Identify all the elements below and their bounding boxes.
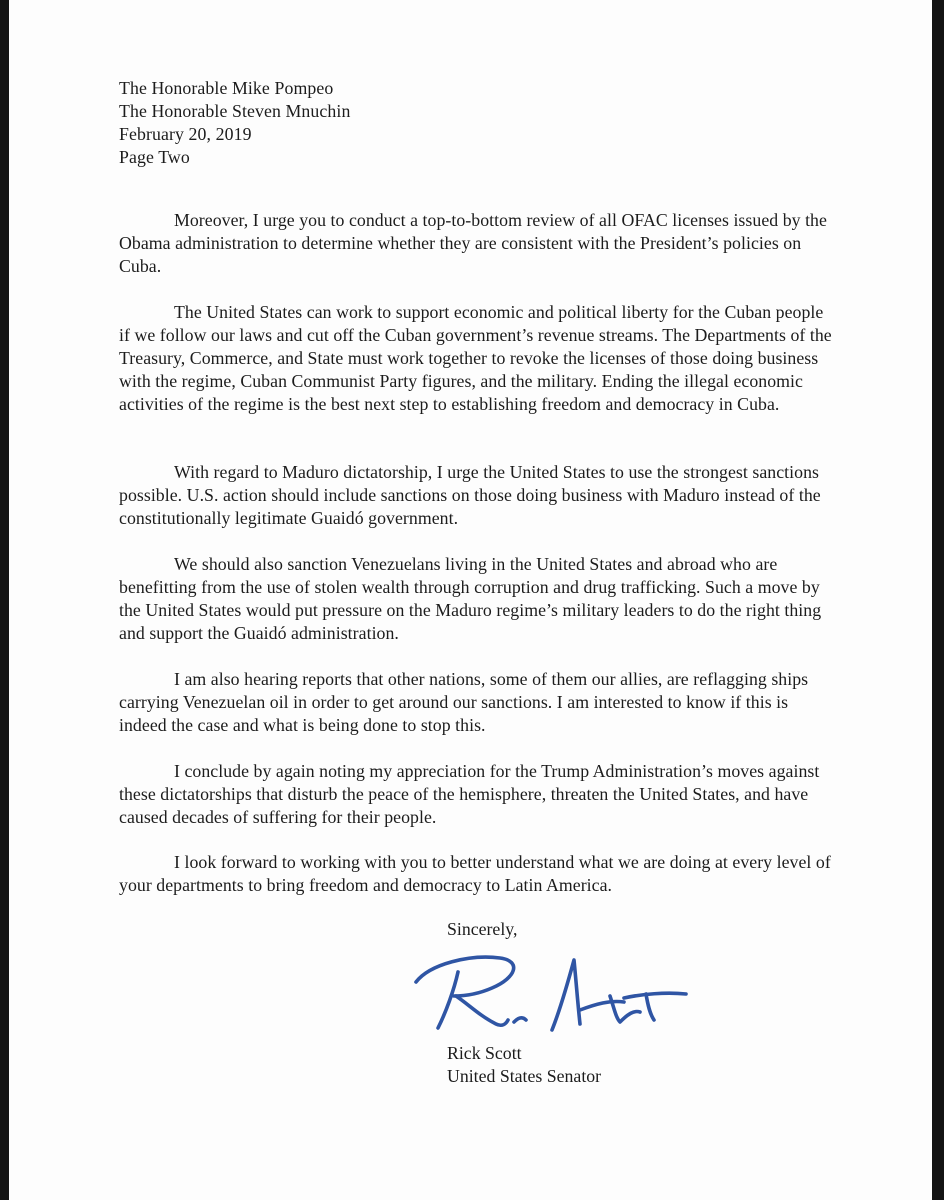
- scan-border-right: [932, 0, 944, 1200]
- body-paragraph-6: I conclude by again noting my appreciation for the Trump Administration’s moves against these dictatorships that disturb the peace of the hemisphere, threaten the United States, and have caused decades of suffering for their people.: [119, 761, 820, 827]
- letter-header: [119, 77, 350, 169]
- body-paragraph-4: We should also sanction Venezuelans living in the United States and abroad who are benefitting from the use of stolen wealth through corruption and drug trafficking. Such a move by the United States would put pressure on the Maduro regime’s military leaders to do the right thing and support the Guaidó administration.: [119, 554, 822, 643]
- handwritten-signature-icon: [410, 950, 690, 1040]
- signer-name: Rick Scott: [447, 1043, 522, 1063]
- scan-border-left: [0, 0, 9, 1200]
- body-paragraph-1: Moreover, I urge you to conduct a top-to-bottom review of all OFAC licenses issued by the Obama administration to determine whether they are consistent with the President’s policies on Cuba.: [119, 210, 827, 276]
- body-paragraph-3: With regard to Maduro dictatorship, I urge the United States to use the strongest sanctions possible. U.S. action should include sanctions on those doing business with Maduro instead of the constitutionally legitimate Guaidó government.: [119, 462, 821, 528]
- page-label: Page Two: [119, 147, 190, 167]
- recipient-line-2: The Honorable Steven Mnuchin: [119, 101, 351, 121]
- body-paragraph-7: I look forward to working with you to better understand what we are doing at every level of your departments to bring freedom and democracy to Latin America.: [119, 852, 831, 895]
- body-paragraph-2: The United States can work to support economic and political liberty for the Cuban people if we follow our laws and cut off the Cuban government’s revenue streams. The Departments of the Treasury, Commerce, and State must work together to revoke the licenses of those doing business with the regime, Cuban Communist Party figures, and the military. Ending the illegal economic activities of the regime is the best next step to establishing freedom and democracy in Cuba.: [119, 302, 832, 414]
- recipient-line-1: The Honorable Mike Pompeo: [119, 78, 334, 98]
- signer-title: United States Senator: [447, 1066, 602, 1086]
- body-paragraph-5: I am also hearing reports that other nations, some of them our allies, are reflagging ships carrying Venezuelan oil in order to get around our sanctions. I am interested to know if this is indeed the case and what is being done to stop this.: [119, 669, 809, 735]
- letter-date: February 20, 2019: [119, 124, 252, 144]
- closing-salutation: Sincerely,: [447, 919, 518, 939]
